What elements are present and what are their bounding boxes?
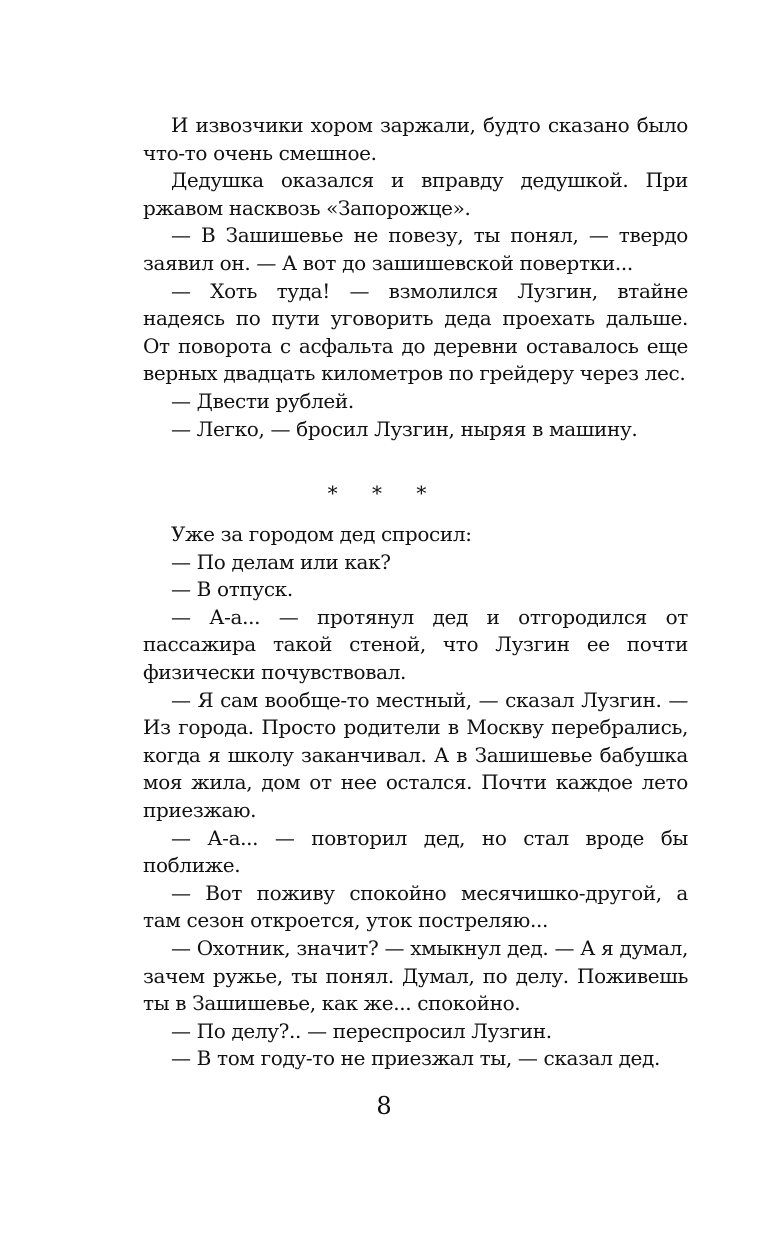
paragraph: — В том году-то не приезжал ты, — сказал дед. (171, 1046, 661, 1071)
page-number: 8 (376, 1092, 392, 1120)
paragraph: — По делу?.. — переспросил Лузгин. (171, 1018, 552, 1043)
paragraph: — Вот поживу спокойно месячишко-другой, а там сезон откроется, уток постреляю... (143, 880, 688, 933)
paragraph: — Хоть туда! — взмолился Лузгин, втайне надеясь по пути уговорить деда проехать дальше. От поворота с асфальта до деревни оставалось еще верных двадцать километров по грейдеру через лес. (143, 278, 688, 386)
paragraph: — В отпуск. (171, 577, 293, 602)
section-separator: * * * (327, 481, 441, 505)
paragraph: — Легко, — бросил Лузгин, ныряя в машину. (171, 416, 638, 441)
paragraph: — По делам или как? (171, 549, 391, 574)
paragraph: — Охотник, значит? — хмыкнул дед. — А я думал, зачем ружье, ты понял. Думал, по делу. Поживешь ты в Зашишевье, как же... спокойно. (143, 935, 688, 1016)
paragraph: Уже за городом дед спросил: (171, 522, 472, 546)
paragraph: — А-а... — протянул дед и отгородился от пассажира такой стеной, что Лузгин ее почти физически почувствовал. (143, 604, 688, 684)
paragraph: — А-а... — повторил дед, но стал вроде бы поближе. (143, 825, 688, 878)
paragraph: И извозчики хором заржали, будто сказано было что-то очень смешное. (143, 113, 688, 165)
text-section-2 (143, 521, 688, 1073)
text-section-1 (143, 112, 688, 443)
paragraph: — Двести рублей. (171, 388, 354, 413)
paragraph: — Я сам вообще-то местный, — сказал Лузгин. — Из города. Просто родители в Москву перебрались, когда я школу заканчивал. А в Зашишевье бабушка моя жила, дом от нее остался. Почти каждое лето приезжаю. (143, 687, 688, 822)
paragraph: Дедушка оказался и вправду дедушкой. При ржавом насквозь «Запорожце». (143, 168, 688, 220)
paragraph: — В Зашишевье не повезу, ты понял, — твердо заявил он. — А вот до зашишевской повертки... (143, 223, 688, 275)
